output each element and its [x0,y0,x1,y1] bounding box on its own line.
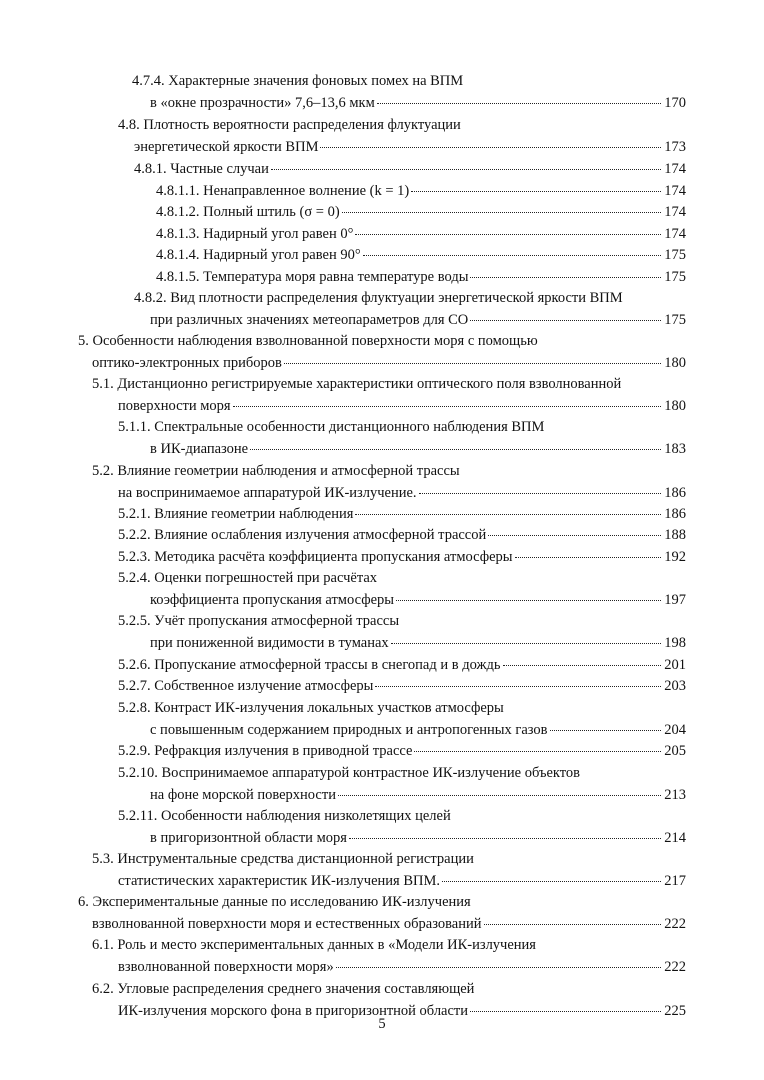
toc-page-number: 174 [664,226,686,242]
toc-entry-title: в пригоризонтной области моря [150,829,347,846]
toc-entry-heading-line[interactable] [118,697,504,719]
toc-entry-title: 4.8.1.2. Полный штиль (σ = 0) [156,204,340,220]
toc-entry-title: ИК-излучения морского фона в пригоризонтной области [118,1002,469,1019]
toc-page-number: 214 [664,829,686,846]
toc-entry-line[interactable] [118,956,686,978]
toc-entry-line[interactable] [156,266,686,288]
toc-entry-title: 5. Особенности наблюдения взволнованной поверхности моря с помощью [78,333,538,349]
toc-entry-heading-line[interactable] [132,70,463,92]
toc-page-number: 180 [664,397,686,414]
toc-entry-line[interactable] [156,223,686,245]
dot-leader [355,513,661,515]
toc-entry-title: 5.2.9. Рефракция излучения в приводной трассе [118,743,413,759]
toc-page-number: 222 [664,958,686,975]
toc-page-number: 213 [664,786,686,803]
toc-entry-title: 5.2.1. Влияние геометрии наблюдения [118,506,354,522]
toc-entry-heading-line[interactable] [92,460,460,482]
dot-leader [355,233,661,235]
dot-leader [320,146,661,148]
dot-leader [396,599,661,601]
toc-entry-title: статистических характеристик ИК-излучения ВПМ. [118,872,441,889]
toc-entry-title: 4.8.1.4. Надирный угол равен 90° [156,247,361,263]
dot-leader [550,729,662,731]
toc-page-number: 183 [664,440,686,457]
toc-entry-line[interactable] [156,180,686,202]
dot-leader [233,405,662,407]
toc-page-number: 175 [664,269,686,285]
toc-entry-title: коэффициента пропускания атмосферы [150,591,395,608]
dot-leader [484,923,662,925]
toc-entry-line[interactable] [134,136,686,158]
toc-entry-heading-line[interactable] [134,287,623,309]
toc-page-number: 192 [664,549,686,565]
dot-leader [377,102,661,104]
toc-entry-line[interactable] [150,92,686,114]
toc-page-number: 174 [664,161,686,177]
dot-leader [442,880,661,882]
toc-entry-heading-line[interactable] [118,762,580,784]
dot-leader [515,556,662,558]
toc-entry-title: 5.2.2. Влияние ослабления излучения атмосферной трассой [118,527,487,543]
toc-entry-title: 5.2. Влияние геометрии наблюдения и атмосферной трассы [92,463,460,479]
toc-page-number: 186 [664,484,686,501]
toc-entry-title: 4.8.2. Вид плотности распределения флуктуации энергетической яркости ВПМ [134,290,623,306]
toc-entry-line[interactable] [150,632,686,654]
toc-entry-line[interactable] [118,503,686,525]
toc-entry-line[interactable] [150,827,686,849]
dot-leader [470,319,661,321]
toc-entry-title: взволнованной поверхности моря и естественных образований [92,915,482,932]
dot-leader [271,168,661,170]
toc-page-number: 205 [664,743,686,759]
toc-entry-line[interactable] [118,524,686,546]
dot-leader [419,492,662,494]
toc-entry-title: 5.2.5. Учёт пропускания атмосферной трассы [118,613,400,629]
toc-entry-line[interactable] [150,309,686,331]
dot-leader [375,685,661,687]
toc-entry-heading-line[interactable] [92,373,621,395]
toc-entry-line[interactable] [150,719,686,741]
toc-entry-line[interactable] [118,675,686,697]
toc-page-number: 222 [664,915,686,932]
toc-entry-heading-line[interactable] [92,978,474,1000]
dot-leader [342,211,662,213]
toc-page-number: 180 [664,354,686,371]
dot-leader [411,190,661,192]
toc-entry-line[interactable] [156,201,686,223]
toc-entry-line[interactable] [134,158,686,180]
toc-entry-title: в «окне прозрачности» 7,6–13,6 мкм [150,94,375,111]
dot-leader [503,664,662,666]
toc-entry-title: 5.3. Инструментальные средства дистанционной регистрации [92,851,474,867]
dot-leader [338,794,661,796]
toc-page-number: 197 [664,591,686,608]
toc-entry-heading-line[interactable] [118,567,377,589]
toc-entry-line[interactable] [118,870,686,892]
dot-leader [250,448,661,450]
toc-page-number: 217 [664,872,686,889]
toc-entry-heading-line[interactable] [78,891,471,913]
toc-entry-title: 5.2.11. Особенности наблюдения низколетящих целей [118,808,451,824]
toc-entry-title: взволнованной поверхности моря» [118,958,334,975]
dot-leader [391,642,662,644]
page-number: 5 [378,1016,386,1032]
toc-entry-line[interactable] [92,352,686,374]
toc-entry-title: 5.1.1. Спектральные особенности дистанционного наблюдения ВПМ [118,419,545,435]
toc-entry-title: 4.8.1.5. Температура моря равна температуре воды [156,269,469,285]
toc-entry-title: 6.2. Угловые распределения среднего значения составляющей [92,981,475,997]
toc-entry-title: 4.8. Плотность вероятности распределения флуктуации [118,117,461,133]
toc-entry-title: 5.2.3. Методика расчёта коэффициента пропускания атмосферы [118,549,513,565]
toc-page-number: 188 [664,527,686,543]
toc-entry-heading-line[interactable] [92,934,536,956]
toc-entry-title: 5.2.8. Контраст ИК-излучения локальных участков атмосферы [118,700,504,716]
toc-page-number: 170 [664,94,686,111]
toc-page-number: 203 [664,678,686,694]
toc-entry-heading-line[interactable] [118,610,399,632]
toc-entry-title: 5.2.10. Воспринимаемое аппаратурой контрастное ИК-излучение объектов [118,765,580,781]
dot-leader [414,750,661,752]
toc-entry-title: 4.8.1. Частные случаи [134,161,269,177]
toc-entry-title: 5.2.7. Собственное излучение атмосферы [118,678,374,694]
toc-entry-title: при различных значениях метеопараметров для СО [150,311,469,328]
toc-entry-line[interactable] [150,438,686,460]
toc-entry-title: с повышенным содержанием природных и антропогенных газов [150,721,548,738]
toc-page-number: 198 [664,634,686,651]
dot-leader [349,837,661,839]
toc-entry-line[interactable] [118,482,686,504]
toc-page-number: 225 [664,1002,686,1019]
toc-entry-heading-line[interactable] [118,805,451,827]
toc-page-number: 174 [664,183,686,199]
toc-entry-title: 6.1. Роль и место экспериментальных данных в «Модели ИК-излучения [92,937,536,953]
toc-page-number: 201 [664,657,686,673]
toc-entry-heading-line[interactable] [118,114,461,136]
toc-entry-title: оптико-электронных приборов [92,354,282,371]
toc-entry-line[interactable] [156,244,686,266]
dot-leader [363,254,662,256]
toc-entry-heading-line[interactable] [92,848,474,870]
dot-leader [470,276,661,278]
toc-entry-line[interactable] [150,784,686,806]
toc-page-number: 175 [664,247,686,263]
dot-leader [284,362,661,364]
toc-page-number: 174 [664,204,686,220]
dot-leader [470,1010,661,1012]
toc-page-number: 173 [664,138,686,155]
toc-entry-heading-line[interactable] [78,330,538,352]
toc-entry-title: 4.7.4. Характерные значения фоновых помех на ВПМ [132,73,464,89]
dot-leader [336,966,662,968]
toc-page-number: 204 [664,721,686,738]
toc-entry-title: 4.8.1.3. Надирный угол равен 0° [156,226,354,242]
toc-entry-title: 5.2.6. Пропускание атмосферной трассы в снегопад и в дождь [118,657,501,673]
toc-page-number: 175 [664,311,686,328]
toc-entry-line[interactable] [150,589,686,611]
toc-entry-line[interactable] [92,913,686,935]
toc-entry-title: 4.8.1.1. Ненаправленное волнение (k = 1) [156,183,410,199]
toc-entry-title: при пониженной видимости в туманах [150,634,389,651]
toc-entry-title: поверхности моря [118,397,231,414]
toc-entry-title: 5.1. Дистанционно регистрируемые характеристики оптического поля взволнованной [92,376,622,392]
toc-page-number: 186 [664,506,686,522]
toc-entry-title: 5.2.4. Оценки погрешностей при расчётах [118,570,378,586]
toc-entry-line[interactable] [118,654,686,676]
toc-entry-title: 6. Экспериментальные данные по исследованию ИК-излучения [78,894,471,910]
toc-entry-line[interactable] [118,546,686,568]
dot-leader [488,534,661,536]
toc-entry-line[interactable] [118,395,686,417]
toc-entry-title: энергетической яркости ВПМ [134,138,319,155]
toc-entry-line[interactable] [118,740,686,762]
toc-entry-heading-line[interactable] [118,416,544,438]
toc-entry-title: на фоне морской поверхности [150,786,336,803]
toc-entry-title: на воспринимаемое аппаратурой ИК-излучение. [118,484,417,501]
toc-entry-title: в ИК-диапазоне [150,440,249,457]
